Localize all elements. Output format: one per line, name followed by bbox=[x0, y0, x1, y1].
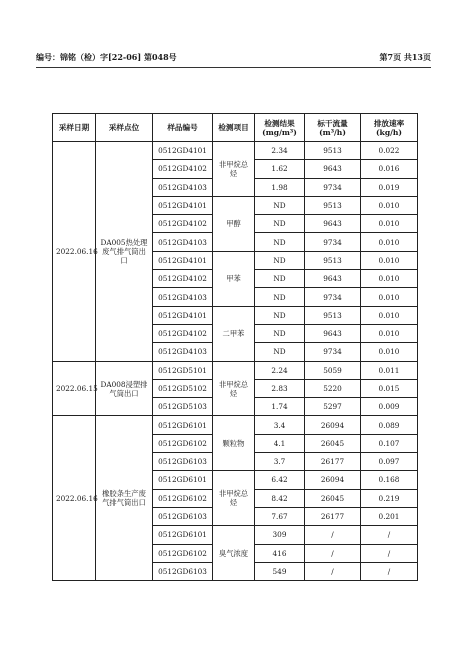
flow-value: 9643 bbox=[305, 215, 361, 233]
test-item: 甲苯 bbox=[226, 274, 241, 284]
rate-value: 0.010 bbox=[361, 306, 418, 324]
result-value: 549 bbox=[255, 562, 305, 580]
sample-id: 0512GD5101 bbox=[153, 361, 213, 379]
result-value: 309 bbox=[255, 526, 305, 544]
result-value: 1.74 bbox=[255, 398, 305, 416]
sample-id: 0512GD4103 bbox=[153, 233, 213, 251]
flow-value: 5220 bbox=[305, 379, 361, 397]
rate-value: 0.010 bbox=[361, 324, 418, 342]
sample-id: 0512GD5102 bbox=[153, 379, 213, 397]
sample-id: 0512GD4102 bbox=[153, 215, 213, 233]
flow-value: 9643 bbox=[305, 270, 361, 288]
sample-id: 0512GD6101 bbox=[153, 416, 213, 434]
sample-id: 0512GD6103 bbox=[153, 562, 213, 580]
rate-value: 0.010 bbox=[361, 215, 418, 233]
sample-id: 0512GD4101 bbox=[153, 251, 213, 269]
flow-value: 5297 bbox=[305, 398, 361, 416]
sample-id: 0512GD5103 bbox=[153, 398, 213, 416]
sampling-point: DA005热处理废气排气筒出口 bbox=[100, 237, 148, 265]
sampling-point-cell bbox=[96, 361, 153, 416]
sampling-point-cell bbox=[96, 416, 153, 581]
sample-id: 0512GD4102 bbox=[153, 270, 213, 288]
result-value: ND bbox=[255, 251, 305, 269]
test-item: 臭气浓度 bbox=[218, 548, 249, 558]
table-body bbox=[53, 142, 418, 581]
rate-value: 0.010 bbox=[361, 288, 418, 306]
flow-value: 9643 bbox=[305, 324, 361, 342]
sample-id: 0512GD4101 bbox=[153, 306, 213, 324]
test-item: 二甲苯 bbox=[222, 329, 245, 339]
sample-id: 0512GD4102 bbox=[153, 160, 213, 178]
sample-id: 0512GD6103 bbox=[153, 507, 213, 525]
result-value: 1.98 bbox=[255, 178, 305, 196]
rate-value: 0.016 bbox=[361, 160, 418, 178]
sample-id: 0512GD6101 bbox=[153, 471, 213, 489]
rate-value: 0.168 bbox=[361, 471, 418, 489]
flow-value: 26094 bbox=[305, 416, 361, 434]
result-value: 4.1 bbox=[255, 434, 305, 452]
rate-value: 0.010 bbox=[361, 270, 418, 288]
result-value: ND bbox=[255, 306, 305, 324]
sample-id: 0512GD6102 bbox=[153, 489, 213, 507]
test-item: 甲醇 bbox=[226, 219, 241, 229]
flow-value: 26177 bbox=[305, 507, 361, 525]
result-value: ND bbox=[255, 324, 305, 342]
rate-value: 0.010 bbox=[361, 251, 418, 269]
test-item-cell bbox=[213, 361, 255, 416]
flow-value: 9734 bbox=[305, 343, 361, 361]
page-indicator: 第7页 共13页 bbox=[379, 52, 431, 62]
flow-value: 9734 bbox=[305, 233, 361, 251]
result-value: 8.42 bbox=[255, 489, 305, 507]
test-item-cell bbox=[213, 306, 255, 361]
result-value: 2.24 bbox=[255, 361, 305, 379]
sample-id: 0512GD4101 bbox=[153, 196, 213, 214]
header-date: 采样日期 bbox=[53, 114, 96, 142]
sample-id: 0512GD6101 bbox=[153, 526, 213, 544]
rate-value: 0.019 bbox=[361, 178, 418, 196]
result-value: 1.62 bbox=[255, 160, 305, 178]
header-rate: 排放速率 (kg/h) bbox=[361, 114, 418, 142]
test-item: 非甲烷总烃 bbox=[218, 159, 249, 178]
table-header-row bbox=[53, 114, 418, 142]
rate-value: / bbox=[361, 526, 418, 544]
result-value: ND bbox=[255, 270, 305, 288]
flow-value: 9513 bbox=[305, 251, 361, 269]
sampling-date: 2022.06.15 bbox=[56, 384, 98, 393]
sampling-date-cell bbox=[53, 361, 96, 416]
test-item-cell bbox=[213, 142, 255, 197]
sampling-date: 2022.06.16 bbox=[56, 246, 98, 256]
flow-value: / bbox=[305, 562, 361, 580]
rate-value: 0.089 bbox=[361, 416, 418, 434]
test-item: 颗粒物 bbox=[222, 438, 245, 448]
result-value: ND bbox=[255, 233, 305, 251]
page-header bbox=[36, 52, 431, 66]
result-value: 2.34 bbox=[255, 142, 305, 160]
test-item-cell bbox=[213, 251, 255, 306]
sample-id: 0512GD6102 bbox=[153, 434, 213, 452]
sampling-point: 橡胶条生产废气排气筒出口 bbox=[102, 489, 146, 508]
sample-id: 0512GD4102 bbox=[153, 324, 213, 342]
sampling-date-cell bbox=[53, 142, 96, 362]
test-item-cell bbox=[213, 526, 255, 581]
rate-value: 0.015 bbox=[361, 379, 418, 397]
sample-id: 0512GD6103 bbox=[153, 453, 213, 471]
result-value: 7.67 bbox=[255, 507, 305, 525]
test-item: 非甲烷总烃 bbox=[218, 489, 249, 508]
sample-id: 0512GD4103 bbox=[153, 343, 213, 361]
flow-value: 26045 bbox=[305, 489, 361, 507]
report-number: 编号：锦铭（检）字[22-06] 第048号 bbox=[36, 52, 177, 62]
flow-value: 9643 bbox=[305, 160, 361, 178]
rate-value: 0.219 bbox=[361, 489, 418, 507]
header-result: 检测结果 (mg/m³) bbox=[255, 114, 305, 142]
flow-value: 26177 bbox=[305, 453, 361, 471]
header-flow: 标干流量 (m³/h) bbox=[305, 114, 361, 142]
flow-value: 9734 bbox=[305, 178, 361, 196]
result-value: 416 bbox=[255, 544, 305, 562]
rate-value: 0.010 bbox=[361, 343, 418, 361]
sampling-point: DA008浸塑排气筒出口 bbox=[100, 379, 148, 398]
flow-value: 9513 bbox=[305, 306, 361, 324]
sampling-point-cell bbox=[96, 142, 153, 362]
rate-value: / bbox=[361, 562, 418, 580]
result-value: 3.4 bbox=[255, 416, 305, 434]
result-value: 6.42 bbox=[255, 471, 305, 489]
flow-value: 9513 bbox=[305, 142, 361, 160]
result-value: 3.7 bbox=[255, 453, 305, 471]
results-table bbox=[52, 113, 418, 581]
sample-id: 0512GD4103 bbox=[153, 178, 213, 196]
result-value: 2.83 bbox=[255, 379, 305, 397]
flow-value: 26045 bbox=[305, 434, 361, 452]
header-rule bbox=[36, 67, 431, 68]
test-item-cell bbox=[213, 416, 255, 471]
table-row bbox=[53, 361, 418, 379]
result-value: ND bbox=[255, 288, 305, 306]
header-sample: 样品编号 bbox=[153, 114, 213, 142]
table-row bbox=[53, 142, 418, 160]
flow-value: 9734 bbox=[305, 288, 361, 306]
flow-value: 5059 bbox=[305, 361, 361, 379]
test-item: 非甲烷总烃 bbox=[218, 379, 249, 398]
flow-value: 26094 bbox=[305, 471, 361, 489]
rate-value: / bbox=[361, 544, 418, 562]
table-row bbox=[53, 416, 418, 434]
result-value: ND bbox=[255, 196, 305, 214]
header-point: 采样点位 bbox=[96, 114, 153, 142]
rate-value: 0.097 bbox=[361, 453, 418, 471]
flow-value: / bbox=[305, 526, 361, 544]
sample-id: 0512GD4103 bbox=[153, 288, 213, 306]
sample-id: 0512GD6102 bbox=[153, 544, 213, 562]
flow-value: 9513 bbox=[305, 196, 361, 214]
rate-value: 0.009 bbox=[361, 398, 418, 416]
sample-id: 0512GD4101 bbox=[153, 142, 213, 160]
rate-value: 0.010 bbox=[361, 233, 418, 251]
rate-value: 0.010 bbox=[361, 196, 418, 214]
test-item-cell bbox=[213, 196, 255, 251]
rate-value: 0.201 bbox=[361, 507, 418, 525]
result-value: ND bbox=[255, 215, 305, 233]
header-item: 检测项目 bbox=[213, 114, 255, 142]
sampling-date-cell bbox=[53, 416, 96, 581]
rate-value: 0.011 bbox=[361, 361, 418, 379]
rate-value: 0.022 bbox=[361, 142, 418, 160]
result-value: ND bbox=[255, 343, 305, 361]
sampling-date: 2022.06.16 bbox=[56, 493, 98, 503]
test-item-cell bbox=[213, 471, 255, 526]
rate-value: 0.107 bbox=[361, 434, 418, 452]
flow-value: / bbox=[305, 544, 361, 562]
